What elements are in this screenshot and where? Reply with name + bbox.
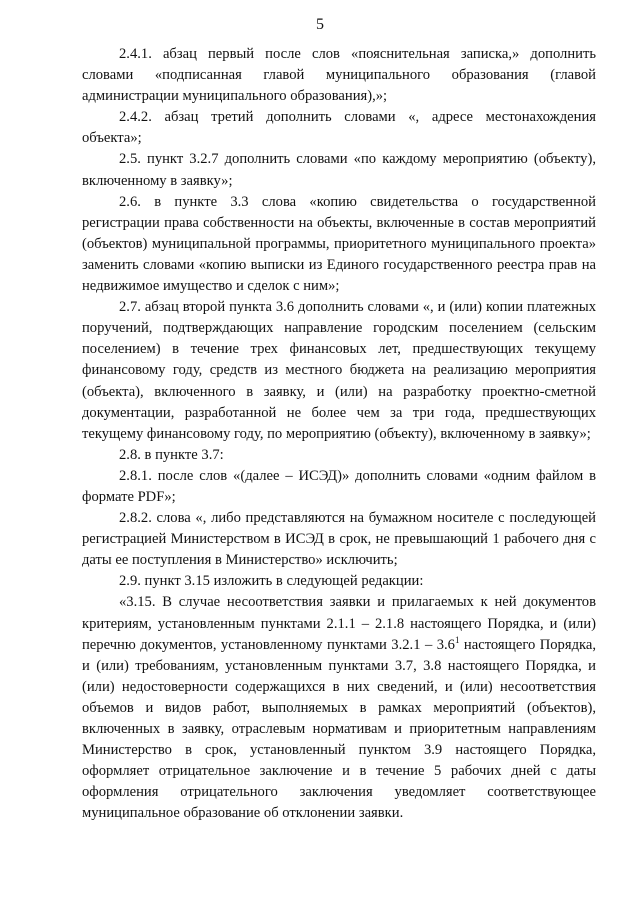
paragraph-2-8-2: 2.8.2. слова «, либо представляются на бумажном носителе с последующей регистрацией Министерством в ИСЭД в срок, не превышающий 1 рабочего дня с даты ее поступления в Министерство» исключить;	[82, 510, 596, 569]
paragraph-2-8-1: 2.8.1. после слов «(далее – ИСЭД)» дополнить словами «одним файлом в формате PDF»;	[82, 467, 596, 505]
document-body	[82, 44, 596, 824]
footnote-mark: 1	[454, 634, 460, 645]
paragraph-3-15-text-end: настоящего Порядка, и (или) требованиям, установленным пунктами 3.7, 3.8 настоящего Порядка, и (или) недостоверности содержащихся в них сведений, и (или) несоответствия объемов и видов работ, выполняемых в рамках мероприятий (объектов), включенных в заявку, отраслевым нормативам и приоритетным направлениям Министерство в срок, установленный пунктом 3.9 настоящего Порядка, оформляет отрицательное заключение и в течение 5 рабочих дней с даты оформления отрицательного заключения уведомляет соответствующее муниципальное образование об отклонении заявки.	[82, 636, 596, 822]
paragraph-2-7: 2.7. абзац второй пункта 3.6 дополнить словами «, и (или) копии платежных поручений, подтверждающих направление городским поселением (сельским поселением) в течение трех финансовых лет, предшествующих текущему финансовому году, средств из местного бюджета на реализацию мероприятия (объекта), включенного в заявку, и (или) на разработку проектно-сметной документации, разработанной не более чем за три года, предшествующих текущему финансовому году, по мероприятию (объекту), включенному в заявку»;	[82, 299, 596, 442]
paragraph-2-5: 2.5. пункт 3.2.7 дополнить словами «по каждому мероприятию (объекту), включенному в заявку»;	[82, 151, 596, 189]
paragraph-2-4-2: 2.4.2. абзац третий дополнить словами «, адресе местонахождения объекта»;	[82, 109, 596, 147]
paragraph-2-9: 2.9. пункт 3.15 изложить в следующей редакции:	[119, 573, 424, 590]
paragraph-2-8: 2.8. в пункте 3.7:	[119, 446, 224, 463]
paragraph-2-6: 2.6. в пункте 3.3 слова «копию свидетельства о государственной регистрации права собственности на объекты, включенные в состав мероприятий (объектов) муниципальной программы, приоритетного муниципального проекта» заменить словами «копию выписки из Единого государственного реестра прав на недвижимое имущество и сделок с ним»;	[82, 193, 596, 295]
paragraph-3-15-text-start: «3.15. В случае несоответствия заявки и прилагаемых к ней документов критериям, установленным пунктами 2.1.1 – 2.1.8 настоящего Порядка, и (или) перечню документов, установленному пунктами 3.2.1 – 3.6	[82, 594, 596, 653]
paragraph-2-4-1: 2.4.1. абзац первый после слов «пояснительная записка,» дополнить словами «подписанная главой муниципального образования (главой администрации муниципального образования),»;	[82, 46, 596, 105]
page-number: 5	[316, 16, 324, 33]
paragraph-3-15	[82, 592, 596, 824]
